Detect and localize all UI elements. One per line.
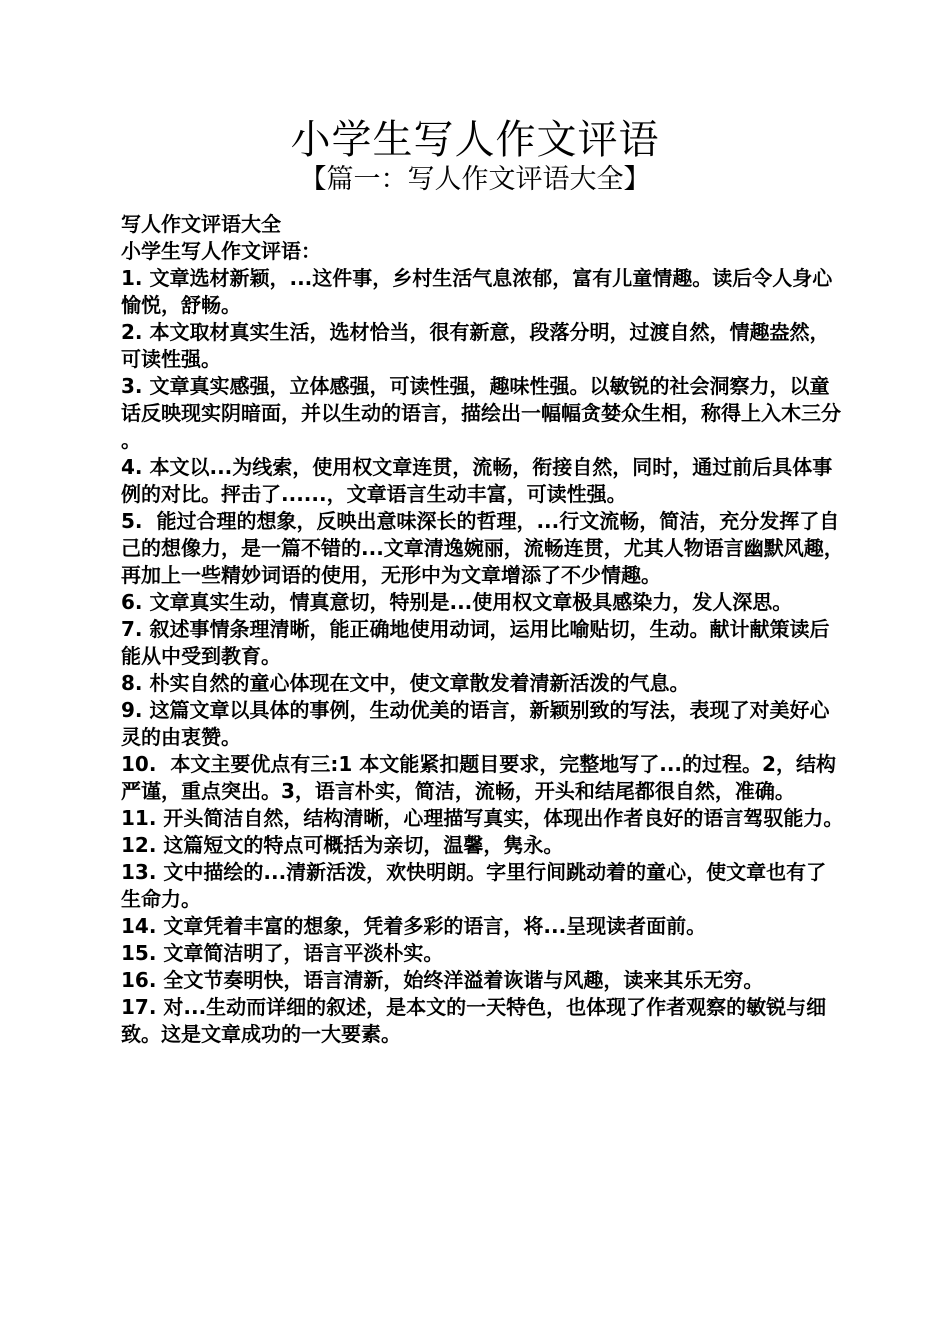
comment-item-2: 2. 本文取材真实生活，选材恰当，很有新意，段落分明，过渡自然，情趣盎然，可读性强。 xyxy=(121,320,830,371)
comment-item-5: 5. 能过合理的想象，反映出意味深长的哲理，...行文流畅，简洁，充分发挥了自己的想像力，是一篇不错的...文章清逸婉丽，流畅连贯，尤其人物语言幽默风趣，再加上一些精妙词语的使用，无形中为文章增添了不少情趣。 xyxy=(121,509,844,587)
comment-item-11: 11. 开头简洁自然，结构清晰，心理描写真实，体现出作者良好的语言驾驭能力。 xyxy=(121,806,844,830)
comment-item-3: 3. 文章真实感强，立体感强，可读性强，趣味性强。以敏锐的社会洞察力，以童话反映现实阴暗面，并以生动的语言，描绘出一幅幅贪婪众生相，称得上入木三分 。 xyxy=(121,374,848,452)
comment-item-15: 15. 文章简洁明了，语言平淡朴实。 xyxy=(121,941,444,965)
comment-item-14: 14. 文章凭着丰富的想象，凭着多彩的语言，将...呈现读者面前。 xyxy=(121,914,707,938)
comment-item-7: 7. 叙述事情条理清晰，能正确地使用动词，运用比喻贴切，生动。献计献策读后能从中受到教育。 xyxy=(121,617,830,668)
document-title: 小学生写人作文评语 xyxy=(290,117,660,163)
comment-item-6: 6. 文章真实生动，情真意切，特别是...使用权文章极具感染力，发人深思。 xyxy=(121,590,793,614)
document-subtitle: 【篇一：写人作文评语大全】 xyxy=(299,164,651,195)
comment-item-17: 17. 对...生动而详细的叙述，是本文的一天特色，也体现了作者观察的敏锐与细致。这是文章成功的一大要素。 xyxy=(121,995,827,1046)
comment-item-13: 13. 文中描绘的...清新活泼，欢快明朗。字里行间跳动着的童心，使文章也有了生命力。 xyxy=(121,860,827,911)
comment-item-16: 16. 全文节奏明快，语言清新，始终洋溢着诙谐与风趣，读来其乐无穷。 xyxy=(121,968,764,992)
comment-item-12: 12. 这篇短文的特点可概括为亲切，温馨，隽永。 xyxy=(121,833,564,857)
comment-item-10: 10. 本文主要优点有三:1 本文能紧扣题目要求，完整地写了...的过程。2，结构严谨，重点突出。3，语言朴实，简洁，流畅，开头和结尾都很自然，准确。 xyxy=(121,752,836,803)
comment-item-1: 1. 文章选材新颖，...这件事，乡村生活气息浓郁，富有儿童情趣。读后令人身心愉悦，舒畅。 xyxy=(121,266,833,317)
section-subheading: 小学生写人作文评语： xyxy=(121,239,321,263)
document-body xyxy=(115,211,848,1048)
comment-item-9: 9. 这篇文章以具体的事例，生动优美的语言，新颖别致的写法，表现了对美好心灵的由衷赞。 xyxy=(121,698,830,749)
section-heading: 写人作文评语大全 xyxy=(121,212,281,236)
comment-item-4: 4. 本文以...为线索，使用权文章连贯，流畅，衔接自然，同时，通过前后具体事例的对比。抨击了......，文章语言生动丰富，可读性强。 xyxy=(121,455,833,506)
comment-item-8: 8. 朴实自然的童心体现在文中，使文章散发着清新活泼的气息。 xyxy=(121,671,690,695)
